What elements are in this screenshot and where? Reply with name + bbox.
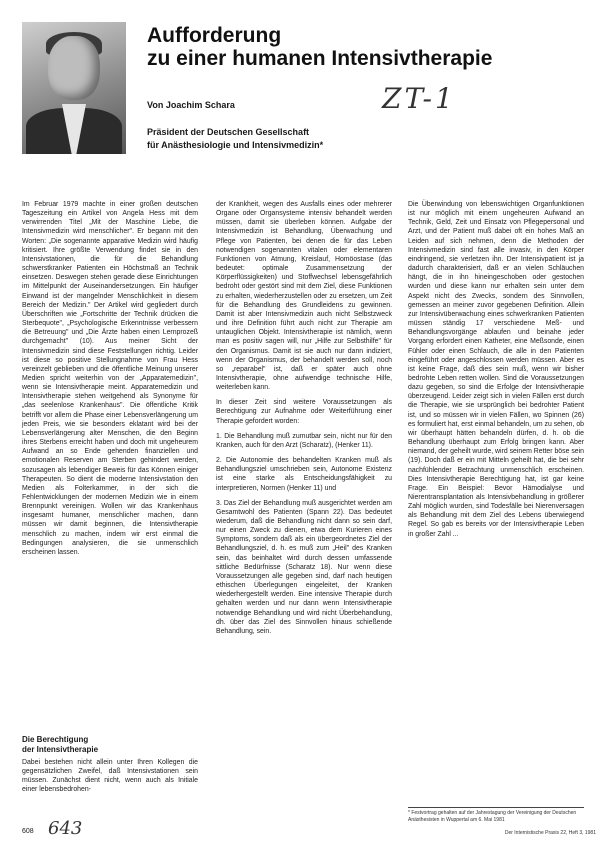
title-line-2: zu einer humanen Intensivtherapie xyxy=(147,47,493,70)
col2-paragraph-2: In dieser Zeit sind weitere Voraussetzungen als Berechtigung zur Aufnahme oder Weiterführung einer Therapie gefordert worden: xyxy=(216,399,392,425)
article-title xyxy=(147,24,492,70)
affiliation-line-1: Präsident der Deutschen Gesellschaft xyxy=(147,127,310,137)
col1b-paragraph: Dabei bestehen nicht allein unter Ihren Kollegen die gegensätzlichen Zweifel, daß Intensivstationen sein müssen. Zunächst dient nicht, wenn auch als Initiale einer lebensbedrohen- xyxy=(22,759,198,794)
author-affiliation xyxy=(147,126,323,152)
col3-paragraph: Die Überwindung von lebenswichtigen Organfunktionen ist nur möglich mit einem ungeheuren Aufwand an Technik, Geld, Zeit und Einsatz von Pflegepersonal und Arzt, und der Patient muß dabei oft ein hohes Maß an Leiden auf sich nehmen, denn die Methoden der Intensivmedizin sind fast alle invasiv, in den Körper eindringend, sie verletzen ihn. Der Intensivpatient ist ja dadurch charakterisiert, daß er an vielen Schläuchen hängt, die in ihn hineingeschoben oder gestochen wurden und diese kann nur erhalten sein unter dem Aspekt nicht des Zwecks, sondern des Sinnvollen, gemessen an meiner zuvor gegebenen Definition. Allein zur Intensivüberwachung eines schwerkranken Patienten müssen ständig 17 verschiedene Meß- und Behandlungsvorgänge ablaufen und beinahe jeder Vorgang erfordert einen Katheter, eine Meßsonde, einen Fühler oder einen Schlauch, die alle in den Patienten eingeführt oder angeschlossen werden müssen. Aber es ist keine Frage, daß dies sein muß, wenn wir bisher bedrohte Leben retten wollen. Sind die Voraussetzungen dazu gegeben, so sind die Erfolge der Intensivtherapie überzeugend. Leider zeigt sich in vielen Fällen erst durch die Therapie, wie sie ursprünglich bei bedrohter Patient ist, und so müssen wir in vielen Fällen, wo Spinnen (26) es formuliert hat, erst einmal behandeln, um zu sehen, ob wir überhaupt hätten behandeln dürfen, d. h. ob die Behandlung überhaupt zum Erfolg bringen kann. Aber niemand, der geheilt wurde, wird seinem Retter böse sein (19). Doch daß er ein mit Mitteln geheilt hat, die bei sehr nachfühlender Betrachtung unmenschlich erscheinen. Dies Intensivtherapie Berechtigung hat, ist gar keine Frage. Ein Beispiel: Bevor Hämodialyse und Nierentransplantation als Intensivbehandlung in größerer Zahl möglich wurden, sind Todesfälle bei Nierenversagen als Behandlung mit dem Ziel des Lebens überwiegend Regel. So gab es bereits vor der Intensivtherapie Leben in großer Zahl ... xyxy=(408,201,584,538)
affiliation-line-2: für Anästhesiologie und Intensivmedizin* xyxy=(147,140,324,150)
footnote-rule xyxy=(408,807,584,808)
section-heading xyxy=(22,735,98,755)
article-column-3 xyxy=(408,200,584,539)
journal-reference: Der Internistische Praxis 22, Heft 3, 1981 xyxy=(504,830,596,836)
section-heading-line-1: Die Berechtigung xyxy=(22,735,89,744)
col2-paragraph-3: 1. Die Behandlung muß zumutbar sein, nicht nur für den Kranken, auch für den Arzt (Scharatz), (Henker 11). xyxy=(216,432,392,449)
footnote: * Festvortrag gehalten auf der Jahrestagung der Vereinigung der Deutschen Anästhesisten in Wuppertal am 6. Mai 1981 xyxy=(408,810,577,823)
col2-paragraph-5: 3. Das Ziel der Behandlung muß ausgerichtet werden am Gesamtwohl des Patienten (Spann 22). Das bedeutet wiederum, daß die Behandlung nicht dann so sein darf, nur einen Zweck zu dienen, etwa dem Kurieren eines Symptoms, sondern daß als ein übergeordnetes Ziel der Behandlungsziel, d. h. es muß zum „Heil" des Kranken sein, das beinhaltet wird durch dessen umfassende sittliche Bedürfnisse (Scharatz 18). Nur wenn diese Voraussetzungen alle gegeben sind, darf nach heutigen ethischen Überlegungen eingeleitet, der Kranken wiederhergestellt werden. Eine intensive Therapie durch gehalten werden und nur dann wenn Intensivtherapie notwendige Behandlung und wird nicht Überbehandlung, dh. über das Ziel des Sinnvollen hinaus schießende Behandlung, sein. xyxy=(216,499,392,635)
author-portrait xyxy=(22,22,126,154)
col2-paragraph-4: 2. Die Autonomie des behandelten Kranken muß als Behandlungsziel umschrieben sein, Autonome Existenz ist eine starke als Entscheidungsfähigkeit zu interpretieren, Normen (Henker 11) und xyxy=(216,457,392,492)
title-line-1: Aufforderung xyxy=(147,24,282,47)
article-column-2 xyxy=(216,200,392,636)
article-column-1-continued xyxy=(22,758,198,795)
col1-paragraph: Im Februar 1979 machte in einer großen deutschen Tageszeitung ein Artikel von Angela Hess mit dem verwirrenden Titel „Mit der Maschine Liebe, die Intensivmedizin wird menschlicher". Er begann mit den Worten: „Die sogenannte apparative Medizin wird häufig kritisiert. Ihre größte Verwendung findet sie in den Intensivstationen, die für die Behandlung schwerstkranker Patienten ein Höchstmaß an Technik einsetzen. Deswegen stehen gerade diese Einrichtungen im Mittelpunkt der Auseinandersetzungen. Ein häufiger Einwand ist der mangelnder Menschlichkeit in diesem Bereich der Medizin." Der Artikel wird gegliedert durch Überschriften wie „Fortschritte der Technik drücken die Sterbequote", „Psychologische Erkenntnisse verbessern die Betreuung" und „Die Ärzte haben einen Lernprozeß durchgemacht" (10). Aus meiner Sicht der Intensivmedizin sind diese Feststellungen richtig. Leider ist diese so positive Stellungnahme von Frau Hess vereinzelt geblieben und die öffentliche Meinung unserer Medien spricht weiterhin von der „Apparatemedizin", wenn sie Intensivtherapie meint. Apparatemedizin und Intensivtherapie stehen weitgehend als Synonyme für „das seelenlose Krankenhaus". Die öffentliche Kritik betrifft vor allem die Phase einer Lebensverlängerung um jeden Preis, wie sie besonders eklatant wird bei der Lebensverlängerung alter Menschen, die den Beginn ihres Sterbens erreicht haben und doch mit ungeheurem Aufwand an so Ende gehenden finanziellen und emotionalen Reserven am Sterben gehindert werden, sozusagen als lebendiger Beweis für das Können einiger Therapeuten. So dient die moderne Intensivstation den Medien als Folterkammer, in der sich die Fehlentwicklungen der modernen Medizin wie in einem Brennpunkt vereinigen. Wollen wir das Krankenhaus insgesamt humaner, menschlicher machen, dann müssen wir damit beginnen, die Intensivtherapie menschlich zu machen, indem wir erst einmal die Bedingungen analysieren, die sie unmenschlich erscheinen lassen. xyxy=(22,201,198,556)
col2-paragraph-1: der Krankheit, wegen des Ausfalls eines oder mehrerer Organe oder Organsysteme intensiv behandelt werden müssen, damit sie überleben können. Aufgabe der Intensivmedizin ist Behandlung, Überwachung und Pflege von Patienten, bei denen die für das Leben notwendigen sogenannten vitalen oder elementaren Funktionen von Atmung, Kreislauf, Homöostase (das bedeutet: optimale Zusammensetzung der Körperflüssigkeiten) und Stoffwechsel lebensgefährlich bedroht oder gestört sind mit dem Ziel, diese Funktionen zu erhalten, wiederherzustellen oder zu ersetzen, um Zeit für die Behandlung des Grundleidens zu gewinnen. Damit ist aber Intensivmedizin auch nicht Selbstzweck und ihre Definition führt auch nicht zur Therapie am untauglichen Objekt. Intensivtherapie ist nämlich, wenn man es positiv sagen will, nur „Hilfe zur Selbsthilfe" für den Organismus. Damit ist sie auch nur dann indiziert, wenn der Organismus, der behandelt werden soll, noch so „reparabel" ist, daß er später auch ohne Intensivtherapie, ohne aufwendige technische Hilfe, weiterleben kann. xyxy=(216,201,392,392)
author-byline: Von Joachim Schara xyxy=(147,100,235,110)
page-number: 608 xyxy=(22,828,34,835)
section-heading-line-2: der Intensivtherapie xyxy=(22,745,99,754)
handwritten-mark: ZT-1 xyxy=(382,82,456,115)
handwritten-page-number: 643 xyxy=(48,818,83,839)
article-column-1 xyxy=(22,200,198,557)
